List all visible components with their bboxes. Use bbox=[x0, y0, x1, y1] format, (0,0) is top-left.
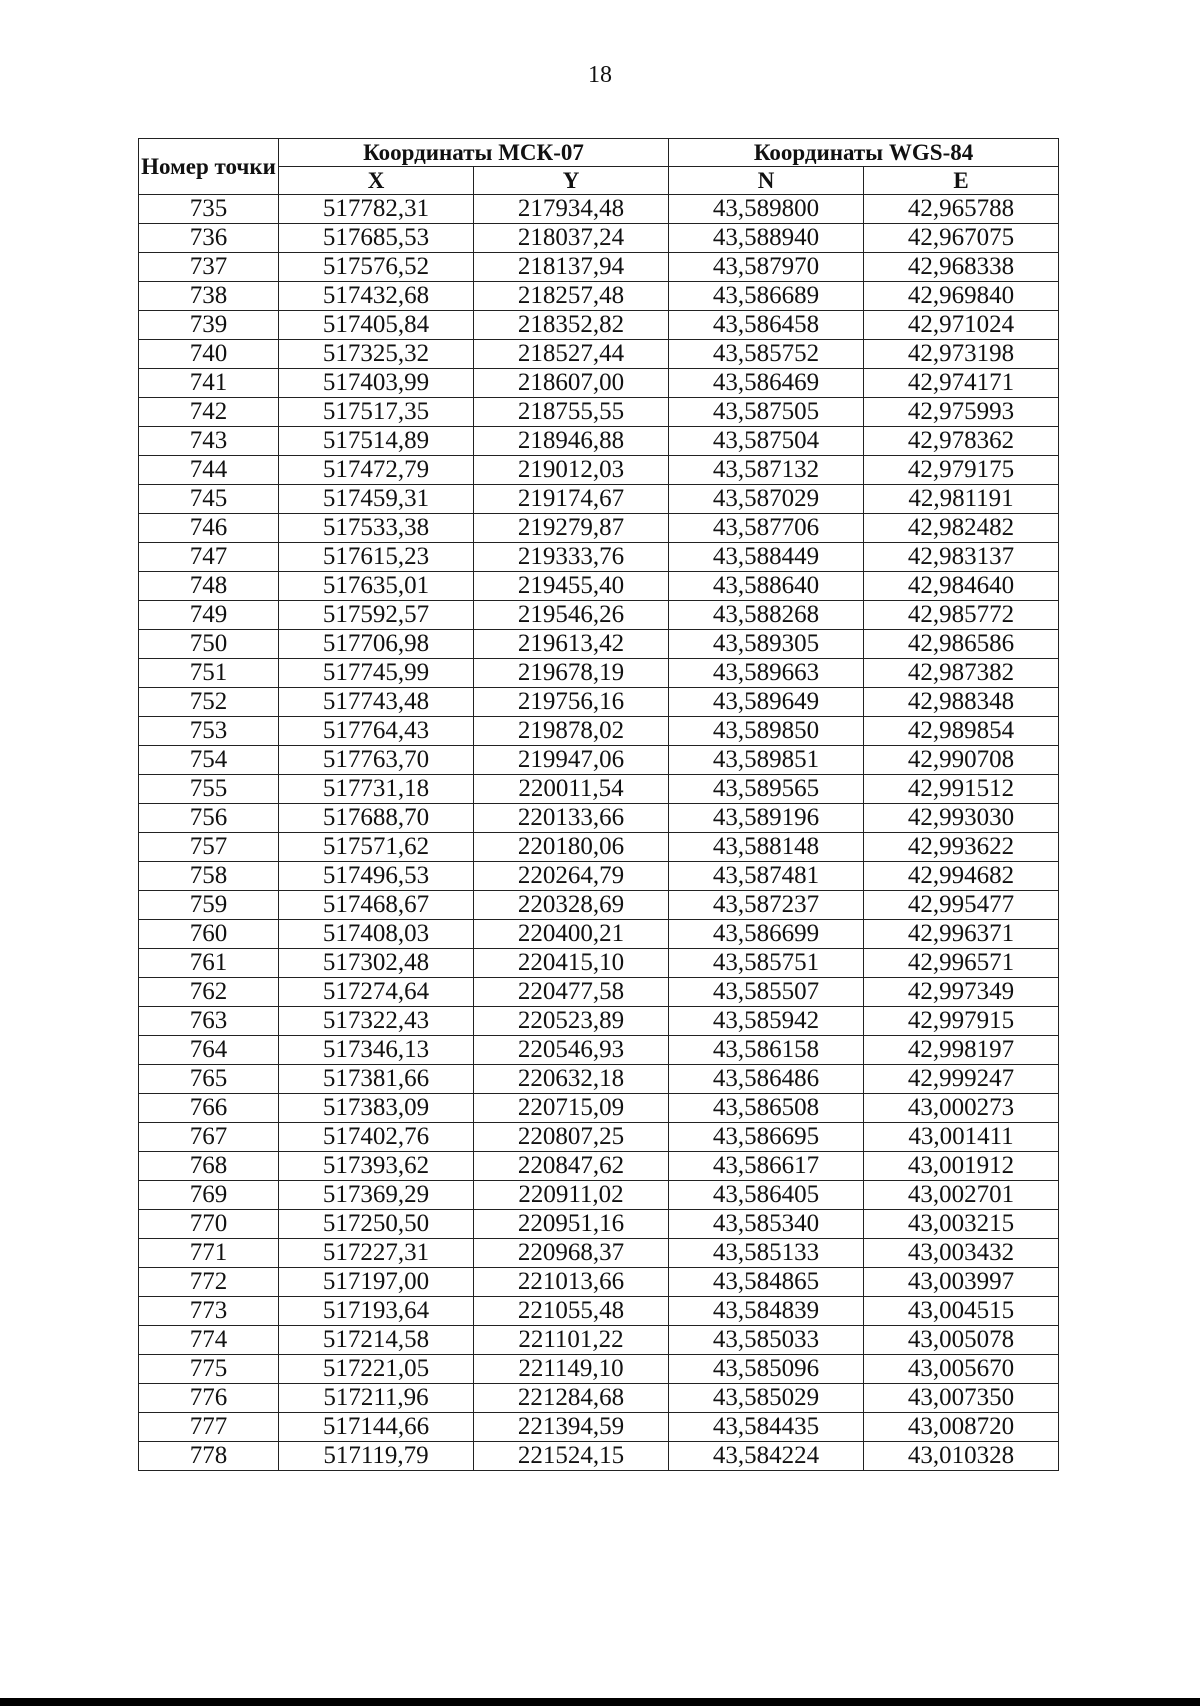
cell-e: 42,984640 bbox=[864, 572, 1059, 601]
cell-x: 517432,68 bbox=[279, 282, 474, 311]
cell-x: 517405,84 bbox=[279, 311, 474, 340]
cell-x: 517402,76 bbox=[279, 1123, 474, 1152]
cell-n: 43,586508 bbox=[669, 1094, 864, 1123]
cell-n: 43,585942 bbox=[669, 1007, 864, 1036]
cell-n: 43,587706 bbox=[669, 514, 864, 543]
table-row bbox=[139, 949, 1059, 978]
cell-point-number: 754 bbox=[139, 746, 279, 775]
cell-e: 43,003215 bbox=[864, 1210, 1059, 1239]
cell-n: 43,587132 bbox=[669, 456, 864, 485]
cell-point-number: 777 bbox=[139, 1413, 279, 1442]
cell-n: 43,585507 bbox=[669, 978, 864, 1007]
cell-point-number: 755 bbox=[139, 775, 279, 804]
cell-point-number: 759 bbox=[139, 891, 279, 920]
table-row bbox=[139, 340, 1059, 369]
cell-y: 219546,26 bbox=[474, 601, 669, 630]
table-row bbox=[139, 978, 1059, 1007]
cell-x: 517274,64 bbox=[279, 978, 474, 1007]
cell-point-number: 761 bbox=[139, 949, 279, 978]
cell-y: 220546,93 bbox=[474, 1036, 669, 1065]
cell-n: 43,589305 bbox=[669, 630, 864, 659]
cell-n: 43,588940 bbox=[669, 224, 864, 253]
table-row bbox=[139, 253, 1059, 282]
cell-point-number: 768 bbox=[139, 1152, 279, 1181]
cell-point-number: 737 bbox=[139, 253, 279, 282]
cell-point-number: 756 bbox=[139, 804, 279, 833]
cell-x: 517496,53 bbox=[279, 862, 474, 891]
cell-point-number: 773 bbox=[139, 1297, 279, 1326]
cell-e: 43,005078 bbox=[864, 1326, 1059, 1355]
cell-x: 517302,48 bbox=[279, 949, 474, 978]
header-row-groups bbox=[139, 139, 1059, 167]
cell-n: 43,584224 bbox=[669, 1442, 864, 1471]
cell-x: 517685,53 bbox=[279, 224, 474, 253]
cell-x: 517459,31 bbox=[279, 485, 474, 514]
cell-x: 517193,64 bbox=[279, 1297, 474, 1326]
table-row bbox=[139, 601, 1059, 630]
cell-point-number: 762 bbox=[139, 978, 279, 1007]
cell-n: 43,589565 bbox=[669, 775, 864, 804]
cell-e: 43,001912 bbox=[864, 1152, 1059, 1181]
cell-n: 43,589196 bbox=[669, 804, 864, 833]
cell-point-number: 765 bbox=[139, 1065, 279, 1094]
cell-e: 42,988348 bbox=[864, 688, 1059, 717]
table-row bbox=[139, 1007, 1059, 1036]
cell-x: 517592,57 bbox=[279, 601, 474, 630]
cell-point-number: 771 bbox=[139, 1239, 279, 1268]
cell-y: 219678,19 bbox=[474, 659, 669, 688]
cell-n: 43,589800 bbox=[669, 195, 864, 224]
cell-n: 43,588268 bbox=[669, 601, 864, 630]
cell-y: 220328,69 bbox=[474, 891, 669, 920]
table-row bbox=[139, 891, 1059, 920]
cell-n: 43,586695 bbox=[669, 1123, 864, 1152]
cell-e: 43,004515 bbox=[864, 1297, 1059, 1326]
cell-e: 42,993622 bbox=[864, 833, 1059, 862]
cell-y: 219613,42 bbox=[474, 630, 669, 659]
cell-x: 517325,32 bbox=[279, 340, 474, 369]
cell-n: 43,589851 bbox=[669, 746, 864, 775]
cell-n: 43,585751 bbox=[669, 949, 864, 978]
cell-n: 43,586486 bbox=[669, 1065, 864, 1094]
cell-e: 42,979175 bbox=[864, 456, 1059, 485]
cell-e: 42,991512 bbox=[864, 775, 1059, 804]
cell-x: 517468,67 bbox=[279, 891, 474, 920]
cell-e: 42,983137 bbox=[864, 543, 1059, 572]
table-row bbox=[139, 1065, 1059, 1094]
cell-point-number: 758 bbox=[139, 862, 279, 891]
cell-n: 43,584435 bbox=[669, 1413, 864, 1442]
cell-e: 42,997349 bbox=[864, 978, 1059, 1007]
cell-y: 219878,02 bbox=[474, 717, 669, 746]
cell-y: 219012,03 bbox=[474, 456, 669, 485]
table-row bbox=[139, 688, 1059, 717]
cell-point-number: 739 bbox=[139, 311, 279, 340]
table-header bbox=[139, 139, 1059, 195]
cell-e: 42,971024 bbox=[864, 311, 1059, 340]
table-row bbox=[139, 195, 1059, 224]
cell-y: 220477,58 bbox=[474, 978, 669, 1007]
cell-x: 517764,43 bbox=[279, 717, 474, 746]
cell-y: 218352,82 bbox=[474, 311, 669, 340]
cell-e: 42,995477 bbox=[864, 891, 1059, 920]
cell-x: 517517,35 bbox=[279, 398, 474, 427]
table-row bbox=[139, 659, 1059, 688]
cell-x: 517731,18 bbox=[279, 775, 474, 804]
cell-n: 43,586405 bbox=[669, 1181, 864, 1210]
cell-point-number: 747 bbox=[139, 543, 279, 572]
cell-e: 43,007350 bbox=[864, 1384, 1059, 1413]
cell-point-number: 741 bbox=[139, 369, 279, 398]
cell-y: 218607,00 bbox=[474, 369, 669, 398]
header-msk-group: Координаты МСК-07 bbox=[279, 139, 669, 167]
cell-point-number: 751 bbox=[139, 659, 279, 688]
cell-x: 517381,66 bbox=[279, 1065, 474, 1094]
cell-y: 221394,59 bbox=[474, 1413, 669, 1442]
table-row bbox=[139, 1413, 1059, 1442]
table-row bbox=[139, 630, 1059, 659]
cell-point-number: 746 bbox=[139, 514, 279, 543]
table-row bbox=[139, 1326, 1059, 1355]
table-row bbox=[139, 311, 1059, 340]
cell-y: 217934,48 bbox=[474, 195, 669, 224]
cell-point-number: 740 bbox=[139, 340, 279, 369]
cell-x: 517576,52 bbox=[279, 253, 474, 282]
cell-e: 43,000273 bbox=[864, 1094, 1059, 1123]
cell-x: 517745,99 bbox=[279, 659, 474, 688]
table-row bbox=[139, 456, 1059, 485]
cell-n: 43,587970 bbox=[669, 253, 864, 282]
table-row bbox=[139, 1239, 1059, 1268]
header-wgs-group: Координаты WGS-84 bbox=[669, 139, 1059, 167]
cell-n: 43,589663 bbox=[669, 659, 864, 688]
table-row bbox=[139, 1268, 1059, 1297]
cell-e: 42,999247 bbox=[864, 1065, 1059, 1094]
cell-e: 42,996571 bbox=[864, 949, 1059, 978]
cell-n: 43,587237 bbox=[669, 891, 864, 920]
cell-e: 42,974171 bbox=[864, 369, 1059, 398]
cell-point-number: 748 bbox=[139, 572, 279, 601]
cell-y: 218527,44 bbox=[474, 340, 669, 369]
cell-point-number: 770 bbox=[139, 1210, 279, 1239]
table-row bbox=[139, 1181, 1059, 1210]
coordinates-table bbox=[138, 138, 1059, 1471]
cell-point-number: 743 bbox=[139, 427, 279, 456]
cell-e: 42,996371 bbox=[864, 920, 1059, 949]
cell-point-number: 735 bbox=[139, 195, 279, 224]
table-row bbox=[139, 572, 1059, 601]
cell-e: 42,997915 bbox=[864, 1007, 1059, 1036]
cell-y: 220968,37 bbox=[474, 1239, 669, 1268]
cell-n: 43,587505 bbox=[669, 398, 864, 427]
cell-y: 220807,25 bbox=[474, 1123, 669, 1152]
cell-n: 43,585340 bbox=[669, 1210, 864, 1239]
cell-n: 43,587029 bbox=[669, 485, 864, 514]
table-row bbox=[139, 514, 1059, 543]
cell-x: 517144,66 bbox=[279, 1413, 474, 1442]
cell-y: 218946,88 bbox=[474, 427, 669, 456]
cell-e: 42,993030 bbox=[864, 804, 1059, 833]
cell-e: 42,965788 bbox=[864, 195, 1059, 224]
cell-y: 220523,89 bbox=[474, 1007, 669, 1036]
cell-n: 43,586689 bbox=[669, 282, 864, 311]
cell-e: 42,978362 bbox=[864, 427, 1059, 456]
cell-y: 219455,40 bbox=[474, 572, 669, 601]
table-row bbox=[139, 369, 1059, 398]
cell-x: 517706,98 bbox=[279, 630, 474, 659]
cell-x: 517250,50 bbox=[279, 1210, 474, 1239]
cell-e: 42,967075 bbox=[864, 224, 1059, 253]
cell-y: 220715,09 bbox=[474, 1094, 669, 1123]
cell-point-number: 753 bbox=[139, 717, 279, 746]
table-row bbox=[139, 775, 1059, 804]
cell-y: 220847,62 bbox=[474, 1152, 669, 1181]
cell-x: 517743,48 bbox=[279, 688, 474, 717]
table-body bbox=[139, 195, 1059, 1471]
cell-n: 43,588449 bbox=[669, 543, 864, 572]
cell-y: 219333,76 bbox=[474, 543, 669, 572]
cell-e: 42,987382 bbox=[864, 659, 1059, 688]
cell-x: 517221,05 bbox=[279, 1355, 474, 1384]
cell-n: 43,586158 bbox=[669, 1036, 864, 1065]
table-row bbox=[139, 717, 1059, 746]
cell-e: 42,998197 bbox=[864, 1036, 1059, 1065]
cell-e: 43,008720 bbox=[864, 1413, 1059, 1442]
table-row bbox=[139, 833, 1059, 862]
cell-e: 42,973198 bbox=[864, 340, 1059, 369]
cell-n: 43,585133 bbox=[669, 1239, 864, 1268]
cell-y: 220180,06 bbox=[474, 833, 669, 862]
cell-x: 517408,03 bbox=[279, 920, 474, 949]
cell-y: 218037,24 bbox=[474, 224, 669, 253]
cell-x: 517635,01 bbox=[279, 572, 474, 601]
cell-y: 218257,48 bbox=[474, 282, 669, 311]
cell-e: 43,003997 bbox=[864, 1268, 1059, 1297]
cell-x: 517227,31 bbox=[279, 1239, 474, 1268]
cell-y: 221013,66 bbox=[474, 1268, 669, 1297]
cell-e: 42,975993 bbox=[864, 398, 1059, 427]
cell-n: 43,584865 bbox=[669, 1268, 864, 1297]
cell-y: 220632,18 bbox=[474, 1065, 669, 1094]
header-point-number: Номер точки bbox=[139, 139, 279, 195]
cell-x: 517214,58 bbox=[279, 1326, 474, 1355]
cell-e: 42,994682 bbox=[864, 862, 1059, 891]
cell-point-number: 778 bbox=[139, 1442, 279, 1471]
header-y: Y bbox=[474, 167, 669, 195]
cell-point-number: 752 bbox=[139, 688, 279, 717]
cell-point-number: 766 bbox=[139, 1094, 279, 1123]
cell-e: 43,002701 bbox=[864, 1181, 1059, 1210]
cell-n: 43,585096 bbox=[669, 1355, 864, 1384]
cell-e: 43,005670 bbox=[864, 1355, 1059, 1384]
cell-point-number: 749 bbox=[139, 601, 279, 630]
cell-x: 517369,29 bbox=[279, 1181, 474, 1210]
cell-e: 42,968338 bbox=[864, 253, 1059, 282]
cell-y: 219947,06 bbox=[474, 746, 669, 775]
table-row bbox=[139, 427, 1059, 456]
cell-x: 517615,23 bbox=[279, 543, 474, 572]
cell-x: 517472,79 bbox=[279, 456, 474, 485]
cell-e: 43,010328 bbox=[864, 1442, 1059, 1471]
table-row bbox=[139, 1152, 1059, 1181]
cell-y: 219279,87 bbox=[474, 514, 669, 543]
cell-e: 43,001411 bbox=[864, 1123, 1059, 1152]
table-row bbox=[139, 862, 1059, 891]
cell-y: 220911,02 bbox=[474, 1181, 669, 1210]
cell-point-number: 738 bbox=[139, 282, 279, 311]
table-row bbox=[139, 1036, 1059, 1065]
table-row bbox=[139, 1384, 1059, 1413]
table-row bbox=[139, 543, 1059, 572]
cell-y: 221101,22 bbox=[474, 1326, 669, 1355]
table-row bbox=[139, 485, 1059, 514]
cell-n: 43,586699 bbox=[669, 920, 864, 949]
cell-x: 517197,00 bbox=[279, 1268, 474, 1297]
cell-x: 517763,70 bbox=[279, 746, 474, 775]
cell-point-number: 750 bbox=[139, 630, 279, 659]
cell-n: 43,588640 bbox=[669, 572, 864, 601]
cell-x: 517346,13 bbox=[279, 1036, 474, 1065]
table-row bbox=[139, 746, 1059, 775]
cell-n: 43,586469 bbox=[669, 369, 864, 398]
cell-n: 43,587504 bbox=[669, 427, 864, 456]
cell-e: 42,989854 bbox=[864, 717, 1059, 746]
cell-y: 219174,67 bbox=[474, 485, 669, 514]
cell-x: 517322,43 bbox=[279, 1007, 474, 1036]
table-row bbox=[139, 1094, 1059, 1123]
header-n: N bbox=[669, 167, 864, 195]
cell-n: 43,585029 bbox=[669, 1384, 864, 1413]
cell-y: 219756,16 bbox=[474, 688, 669, 717]
cell-y: 220264,79 bbox=[474, 862, 669, 891]
cell-point-number: 776 bbox=[139, 1384, 279, 1413]
cell-x: 517514,89 bbox=[279, 427, 474, 456]
cell-x: 517119,79 bbox=[279, 1442, 474, 1471]
cell-y: 221055,48 bbox=[474, 1297, 669, 1326]
cell-y: 218137,94 bbox=[474, 253, 669, 282]
table-row bbox=[139, 224, 1059, 253]
cell-e: 42,986586 bbox=[864, 630, 1059, 659]
cell-e: 42,990708 bbox=[864, 746, 1059, 775]
cell-e: 42,969840 bbox=[864, 282, 1059, 311]
cell-x: 517533,38 bbox=[279, 514, 474, 543]
cell-point-number: 772 bbox=[139, 1268, 279, 1297]
cell-n: 43,588148 bbox=[669, 833, 864, 862]
header-e: E bbox=[864, 167, 1059, 195]
cell-y: 220400,21 bbox=[474, 920, 669, 949]
cell-n: 43,585752 bbox=[669, 340, 864, 369]
cell-point-number: 763 bbox=[139, 1007, 279, 1036]
table-row bbox=[139, 1355, 1059, 1384]
table-row bbox=[139, 282, 1059, 311]
cell-point-number: 736 bbox=[139, 224, 279, 253]
cell-x: 517393,62 bbox=[279, 1152, 474, 1181]
header-x: X bbox=[279, 167, 474, 195]
cell-y: 220133,66 bbox=[474, 804, 669, 833]
cell-point-number: 742 bbox=[139, 398, 279, 427]
cell-n: 43,589850 bbox=[669, 717, 864, 746]
table-row bbox=[139, 1210, 1059, 1239]
table-row bbox=[139, 804, 1059, 833]
cell-point-number: 774 bbox=[139, 1326, 279, 1355]
cell-y: 220011,54 bbox=[474, 775, 669, 804]
cell-point-number: 760 bbox=[139, 920, 279, 949]
cell-point-number: 764 bbox=[139, 1036, 279, 1065]
table-row bbox=[139, 398, 1059, 427]
cell-y: 220951,16 bbox=[474, 1210, 669, 1239]
cell-point-number: 775 bbox=[139, 1355, 279, 1384]
cell-y: 221524,15 bbox=[474, 1442, 669, 1471]
cell-y: 218755,55 bbox=[474, 398, 669, 427]
cell-point-number: 745 bbox=[139, 485, 279, 514]
cell-x: 517782,31 bbox=[279, 195, 474, 224]
cell-n: 43,585033 bbox=[669, 1326, 864, 1355]
cell-point-number: 757 bbox=[139, 833, 279, 862]
cell-n: 43,587481 bbox=[669, 862, 864, 891]
cell-e: 43,003432 bbox=[864, 1239, 1059, 1268]
page-number: 18 bbox=[588, 62, 612, 88]
cell-x: 517688,70 bbox=[279, 804, 474, 833]
table-row bbox=[139, 1123, 1059, 1152]
cell-y: 220415,10 bbox=[474, 949, 669, 978]
cell-x: 517571,62 bbox=[279, 833, 474, 862]
table-row bbox=[139, 920, 1059, 949]
scan-edge bbox=[0, 1698, 1200, 1706]
cell-point-number: 767 bbox=[139, 1123, 279, 1152]
table-row bbox=[139, 1442, 1059, 1471]
cell-e: 42,981191 bbox=[864, 485, 1059, 514]
cell-n: 43,589649 bbox=[669, 688, 864, 717]
cell-e: 42,985772 bbox=[864, 601, 1059, 630]
cell-e: 42,982482 bbox=[864, 514, 1059, 543]
cell-n: 43,586458 bbox=[669, 311, 864, 340]
cell-n: 43,586617 bbox=[669, 1152, 864, 1181]
cell-x: 517383,09 bbox=[279, 1094, 474, 1123]
cell-x: 517403,99 bbox=[279, 369, 474, 398]
cell-x: 517211,96 bbox=[279, 1384, 474, 1413]
cell-point-number: 769 bbox=[139, 1181, 279, 1210]
cell-y: 221284,68 bbox=[474, 1384, 669, 1413]
cell-n: 43,584839 bbox=[669, 1297, 864, 1326]
table-row bbox=[139, 1297, 1059, 1326]
cell-y: 221149,10 bbox=[474, 1355, 669, 1384]
cell-point-number: 744 bbox=[139, 456, 279, 485]
